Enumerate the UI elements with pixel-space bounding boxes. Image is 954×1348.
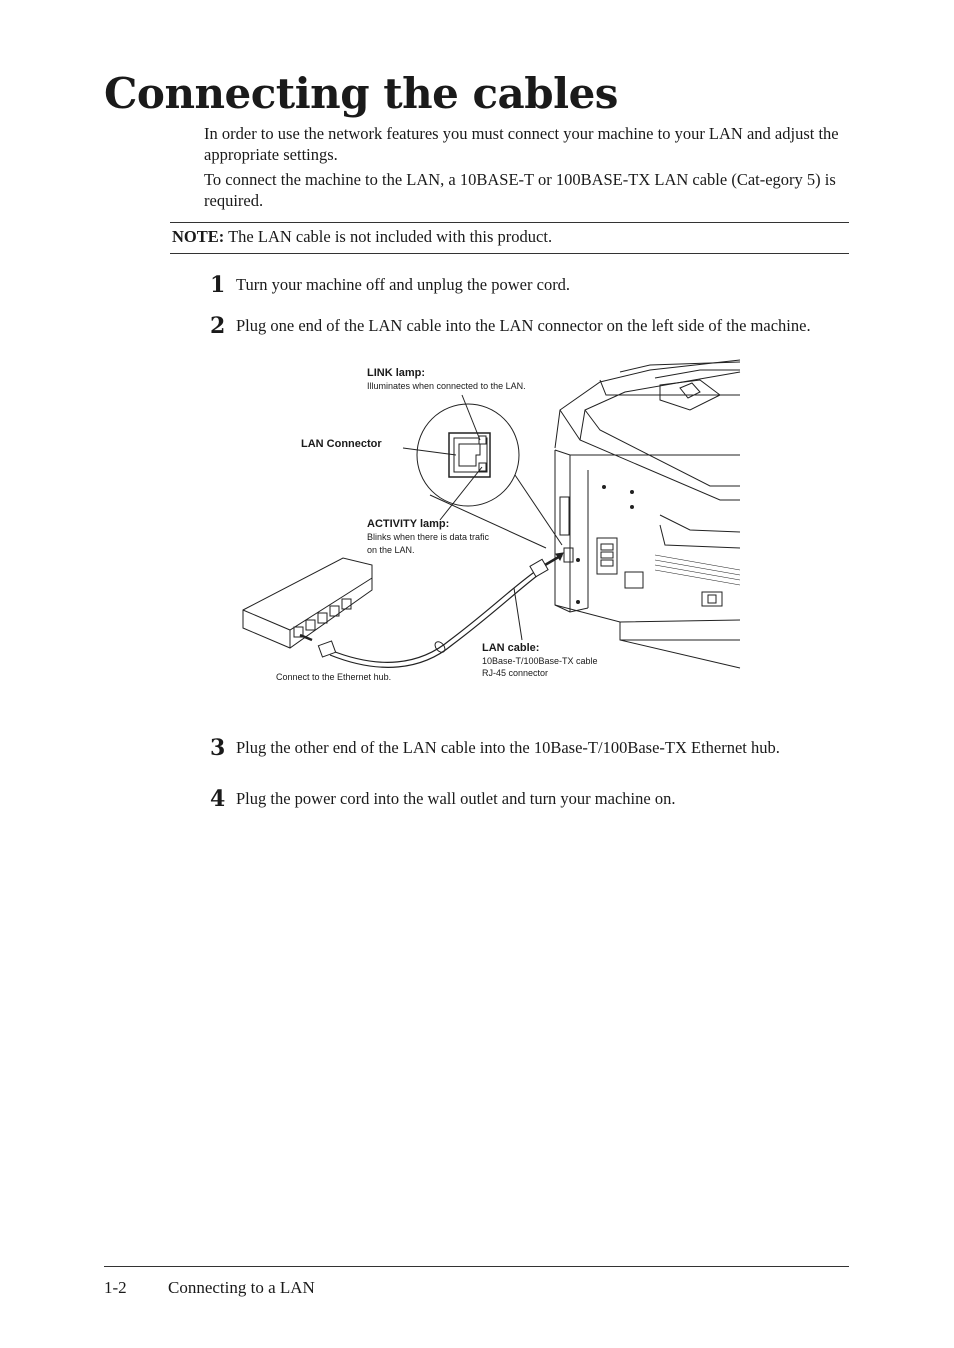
step-1-number: 1 xyxy=(210,272,226,298)
ethernet-hub-illustration xyxy=(243,558,372,648)
footer-rule xyxy=(104,1266,849,1267)
machine-illustration xyxy=(555,360,740,668)
page-title: Connecting the cables xyxy=(104,69,618,118)
activity-lamp-desc-1: Blinks when there is data trafic xyxy=(367,532,490,542)
note-text: The LAN cable is not included with this product. xyxy=(228,227,553,246)
activity-lamp-desc-2: on the LAN. xyxy=(367,545,415,555)
step-2-text: Plug one end of the LAN cable into the LAN connector on the left side of the machine. xyxy=(236,316,811,335)
hub-caption: Connect to the Ethernet hub. xyxy=(276,672,392,682)
note xyxy=(172,227,552,247)
note-label: NOTE: xyxy=(172,227,225,246)
footer-section-title: Connecting to a LAN xyxy=(168,1278,315,1297)
footer-page-number: 1-2 xyxy=(104,1278,127,1297)
step-4-number: 4 xyxy=(210,786,226,812)
step-3-number: 3 xyxy=(210,735,226,761)
lan-cable-desc-2: RJ-45 connector xyxy=(482,668,549,678)
step-2-number: 2 xyxy=(210,313,226,339)
lan-cable-title: LAN cable: xyxy=(482,642,540,654)
link-lamp-desc: Illuminates when connected to the LAN. xyxy=(367,381,526,391)
activity-lamp-title: ACTIVITY lamp: xyxy=(367,518,450,530)
note-box xyxy=(170,222,849,254)
lan-connector-label: LAN Connector xyxy=(301,438,382,450)
intro-paragraph-2: To connect the machine to the LAN, a 10BASE-T or 100BASE-TX LAN cable (Cat-egory 5) is required. xyxy=(204,170,836,210)
step-4-text: Plug the power cord into the wall outlet and turn your machine on. xyxy=(236,789,676,808)
step-1-text: Turn your machine off and unplug the power cord. xyxy=(236,275,571,294)
intro-paragraph-1: In order to use the network features you must connect your machine to your LAN and adjust the appropriate settings. xyxy=(204,124,839,164)
link-lamp-title: LINK lamp: xyxy=(367,367,426,379)
lan-cable-desc-1: 10Base-T/100Base-TX cable xyxy=(482,656,598,666)
step-3-text: Plug the other end of the LAN cable into the 10Base-T/100Base-TX Ethernet hub. xyxy=(236,738,780,757)
lan-connection-diagram xyxy=(236,358,746,688)
